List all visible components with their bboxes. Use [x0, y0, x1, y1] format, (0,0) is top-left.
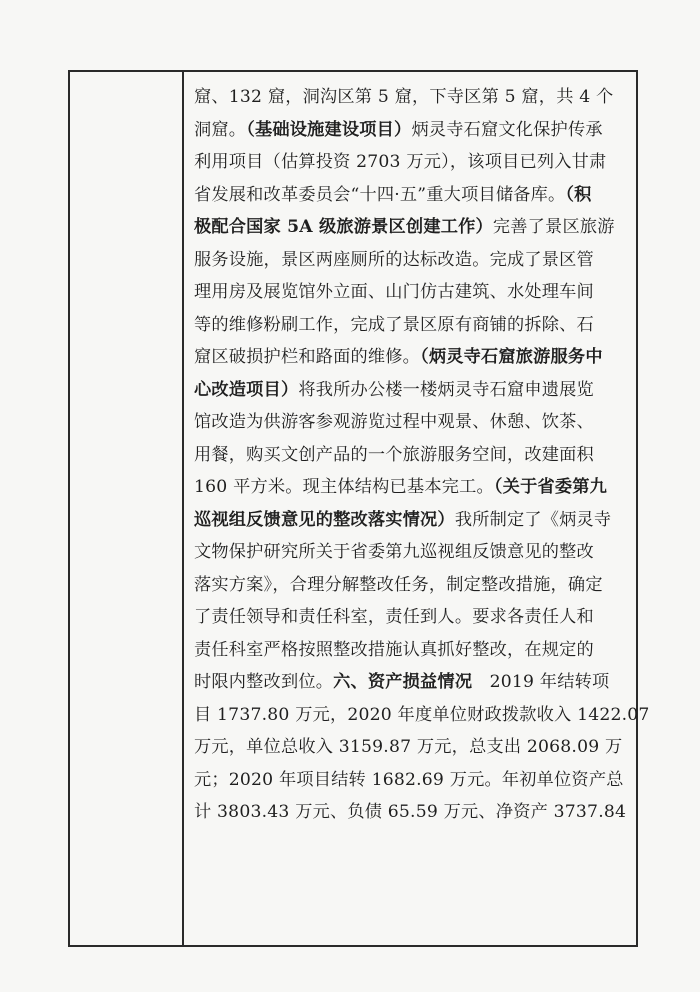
text-line-3 [194, 146, 624, 179]
text-run: 窟、132 窟，洞沟区第 5 窟，下寺区第 5 窟，共 4 个 [194, 87, 614, 107]
text-line-15 [194, 536, 624, 569]
text-run: 元；2020 年项目结转 1682.69 万元。年初单位资产总 [194, 769, 624, 790]
text-line-5 [194, 211, 624, 244]
text-line-2 [194, 114, 624, 147]
text-run: 160 平方米。现主体结构已基本完工。 [194, 477, 494, 497]
text-run: 等的维修粉刷工作，完成了景区原有商铺的拆除、石 [194, 314, 594, 335]
text-line-11 [194, 406, 624, 439]
section-heading: 心改造项目） [194, 379, 299, 400]
section-heading: （炳灵寺石窟旅游服务中 [420, 347, 603, 367]
section-heading: 六、资产损益情况 [333, 672, 473, 692]
text-run: 炳灵寺石窟文化保护传承 [411, 119, 603, 140]
text-line-6 [194, 244, 624, 277]
text-line-16 [194, 569, 624, 602]
text-run: 目 1737.80 万元，2020 年度单位财政拨款收入 1422.07 [194, 704, 650, 725]
text-line-18 [194, 634, 624, 667]
text-run: 将我所办公楼一楼炳灵寺石窟申遗展览 [298, 379, 594, 400]
left-label-cell [70, 72, 184, 945]
text-run: 时限内整改到位。 [194, 672, 334, 692]
text-line-8 [194, 309, 624, 342]
section-heading: 巡视组反馈意见的整改落实情况） [194, 509, 455, 530]
text-line-9 [194, 341, 624, 374]
text-run: 省发展和改革委员会“十四·五”重大项目储备库。 [194, 184, 566, 205]
text-line-4 [194, 179, 624, 212]
section-heading: （关于省委第九 [493, 477, 608, 497]
text-run: 文物保护研究所关于省委第九巡视组反馈意见的整改 [194, 542, 594, 562]
text-line-22 [194, 764, 624, 797]
section-heading: 极配合国家 5A 级旅游景区创建工作） [194, 217, 493, 237]
text-line-13 [194, 471, 624, 504]
text-line-12 [194, 439, 624, 472]
text-run: 用餐，购买文创产品的一个旅游服务空间，改建面积 [194, 444, 594, 465]
text-line-19 [194, 666, 624, 699]
content-cell [184, 72, 650, 945]
text-run: 馆改造为供游客参观游览过程中观景、休憩、饮茶、 [194, 412, 594, 432]
text-run: 窟区破损护栏和路面的维修。 [194, 347, 421, 367]
text-run: 理用房及展览馆外立面、山门仿古建筑、水处理车间 [194, 282, 594, 302]
text-run: 我所制定了《炳灵寺 [454, 509, 612, 530]
section-heading: （积 [565, 184, 592, 205]
text-run: 洞窟。 [194, 119, 247, 140]
section-heading: （基础设施建设项目） [246, 119, 412, 140]
text-run: 落实方案》，合理分解整改任务，制定整改措施，确定 [194, 574, 603, 595]
table-frame [68, 70, 650, 947]
text-run: 利用项目（估算投资 2703 万元），该项目已列入甘肃 [194, 152, 607, 172]
text-line-10 [194, 374, 624, 407]
text-run: 万元，单位总收入 3159.87 万元，总支出 2068.09 万 [194, 737, 623, 757]
text-run: 责任科室严格按照整改措施认真抓好整改，在规定的 [194, 639, 594, 660]
text-run: 服务设施，景区两座厕所的达标改造。完成了景区管 [194, 249, 594, 270]
text-line-14 [194, 504, 624, 537]
text-line-1 [194, 81, 624, 114]
text-run: 计 3803.43 万元、负债 65.59 万元、净资产 3737.84 [194, 802, 627, 822]
text-run: 完善了景区旅游 [492, 217, 615, 237]
text-run: 2019 年结转项 [472, 672, 610, 692]
text-line-7 [194, 276, 624, 309]
document-text [194, 81, 650, 829]
text-line-21 [194, 731, 624, 764]
text-run: 了责任领导和责任科室，责任到人。要求各责任人和 [194, 607, 594, 627]
text-line-23 [194, 796, 627, 829]
text-line-17 [194, 601, 624, 634]
text-line-20 [194, 699, 650, 732]
